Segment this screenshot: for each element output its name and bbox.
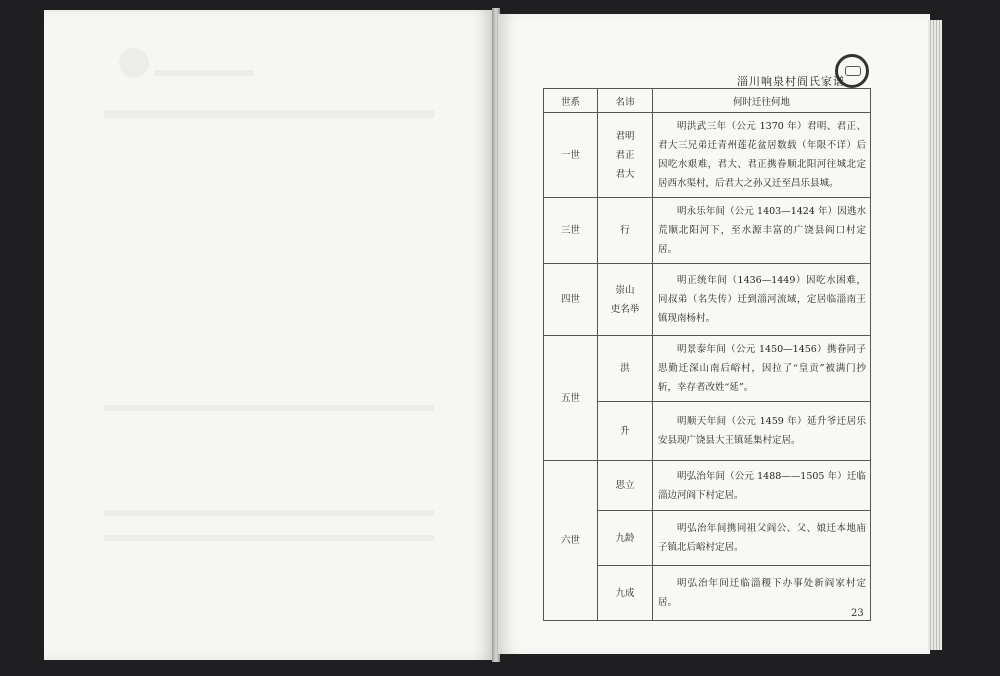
page-number: 23: [851, 608, 864, 619]
name: 君大: [615, 168, 635, 180]
name: 君正: [615, 149, 635, 161]
table-row: [544, 336, 871, 402]
generation-cell: 六世: [544, 461, 598, 621]
migration-text: 明弘治年间迁临淄稷下办事处新阎家村定居。: [653, 566, 871, 621]
generation-cell: 四世: [544, 264, 598, 336]
generation-cell: 三世: [544, 198, 598, 264]
names-cell: 九龄: [598, 511, 653, 566]
migration-text: 明洪武三年（公元 1370 年）君明、君正、君大三兄弟迁青州莲花盆居数载（年限不详）后因吃水艰难，君大、君正携眷顺北阳河往城北定居西水渠村，后君大之孙又迁至昌乐县城。: [653, 113, 871, 198]
names-cell: 行: [598, 198, 653, 264]
migration-text: 明正统年间（1436—1449）因吃水困难，同叔弟（名失传）迁到淄河流域，定居临淄南王镇现南杨村。: [653, 264, 871, 336]
names-cell: 思立: [598, 461, 653, 511]
generation-cell: 一世: [544, 113, 598, 198]
names-cell: 洪: [598, 336, 653, 402]
left-page: [44, 10, 494, 660]
running-header: 淄川响泉村阎氏家谱: [737, 75, 845, 88]
migration-text: 明顺天年间（公元 1459 年）延升爷迁居乐安县现广饶县大王镇延集村定居。: [653, 402, 871, 461]
table-row: [544, 198, 871, 264]
column-header: 何时迁往何地: [653, 89, 871, 113]
migration-text: 明景泰年间（公元 1450—1456）携眷同子思勤迁深山南后峪村，因拉了“皇贡”被满门抄斩，幸存者改姓“延”。: [653, 336, 871, 402]
name: 崇山: [615, 284, 635, 296]
name: 吏名举: [610, 303, 640, 315]
page-edges: [928, 20, 942, 650]
table-row: [544, 461, 871, 511]
name: 君明: [615, 130, 635, 142]
names-cell: [598, 113, 653, 198]
names-cell: [598, 264, 653, 336]
table-row: [544, 264, 871, 336]
migration-text: 明永乐年间（公元 1403—1424 年）因逃水荒顺北阳河下，至水源丰富的广饶县阎口村定居。: [653, 198, 871, 264]
names-cell: 九成: [598, 566, 653, 621]
names-cell: 升: [598, 402, 653, 461]
migration-text: 明弘治年间携同祖父阎公、父、娘迁本地庙子镇北后峪村定居。: [653, 511, 871, 566]
generation-cell: 五世: [544, 336, 598, 461]
table-row: [544, 113, 871, 198]
migration-text: 明弘治年间（公元 1488——1505 年）迁临淄边河阎下村定居。: [653, 461, 871, 511]
column-header: 世系: [544, 89, 598, 113]
migration-table: [543, 88, 871, 621]
table-header-row: [544, 89, 871, 113]
column-header: 名讳: [598, 89, 653, 113]
